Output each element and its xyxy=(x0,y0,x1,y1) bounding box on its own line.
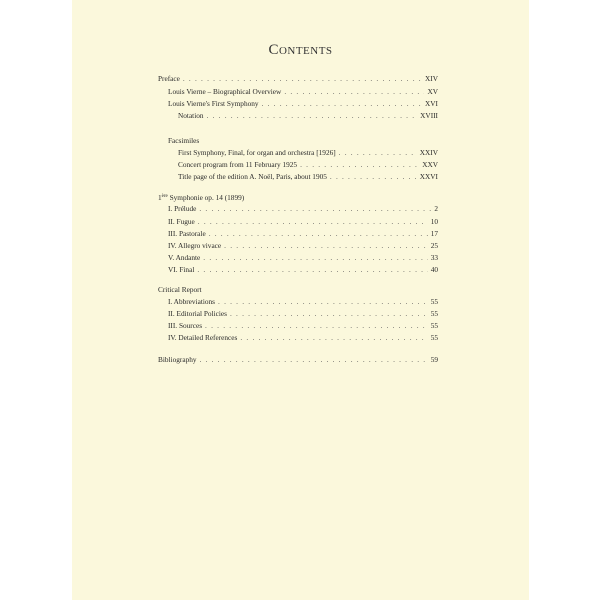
toc-entry xyxy=(72,320,529,331)
toc-label: Notation xyxy=(178,111,204,120)
dot-leader xyxy=(209,228,428,239)
toc-label: II. Editorial Policies xyxy=(168,309,227,318)
toc-page-number: 25 xyxy=(430,241,438,250)
page-title: Contents xyxy=(268,42,333,58)
toc-page-number: 33 xyxy=(430,253,438,262)
toc-entry xyxy=(72,98,529,109)
toc-page-number: XIV xyxy=(425,74,438,83)
book-page xyxy=(72,0,529,600)
toc-label: V. Andante xyxy=(168,253,201,262)
toc-entry xyxy=(72,296,529,307)
dot-leader xyxy=(224,240,428,251)
toc-entry xyxy=(72,332,529,343)
toc-label: IV. Allegro vivace xyxy=(168,241,222,250)
toc-section-heading xyxy=(72,284,529,295)
toc-entry xyxy=(72,308,529,319)
toc-page-number: 40 xyxy=(430,265,438,274)
toc-page-number: 55 xyxy=(430,333,438,342)
dot-leader xyxy=(199,203,431,214)
toc-page-number: XXV xyxy=(422,160,438,169)
toc-page-number: 55 xyxy=(430,309,438,318)
toc-label: First Symphony, Final, for organ and orchestra [1926] xyxy=(178,148,336,157)
toc-entry-preface xyxy=(72,73,529,84)
dot-leader xyxy=(218,296,428,307)
toc-entry xyxy=(72,252,529,263)
dot-leader xyxy=(183,73,422,84)
dot-leader xyxy=(197,264,427,275)
toc-label: IV. Detailed References xyxy=(168,333,238,342)
dot-leader xyxy=(200,354,428,365)
toc-heading-label: Facsimiles xyxy=(168,136,200,145)
toc-entry xyxy=(72,147,529,158)
toc-entry xyxy=(72,110,529,121)
toc-page-number: XVIII xyxy=(420,111,438,120)
toc-entry xyxy=(72,240,529,251)
dot-leader xyxy=(300,159,419,170)
toc-page-number: XXVI xyxy=(419,172,438,181)
dot-leader xyxy=(207,110,418,121)
toc-entry xyxy=(72,86,529,97)
toc-entry-bibliography xyxy=(72,354,529,365)
dot-leader xyxy=(230,308,428,319)
toc-entry xyxy=(72,171,529,182)
dot-leader xyxy=(203,252,427,263)
toc-page-number: 10 xyxy=(430,217,438,226)
toc-page-number: XVI xyxy=(425,99,438,108)
toc-page-number: 2 xyxy=(434,204,438,213)
dot-leader xyxy=(330,171,417,182)
dot-leader xyxy=(284,86,424,97)
toc-label: I. Prélude xyxy=(168,204,197,213)
toc-label: II. Fugue xyxy=(168,217,195,226)
dot-leader xyxy=(198,216,428,227)
toc-page-number: XV xyxy=(427,87,438,96)
toc-label: III. Sources xyxy=(168,321,203,330)
dot-leader xyxy=(205,320,428,331)
toc-label: I. Abbreviations xyxy=(168,297,216,306)
toc-section-heading xyxy=(72,191,529,202)
dot-leader xyxy=(240,332,427,343)
toc-page-number: 55 xyxy=(430,321,438,330)
toc-heading-label: 1ère Symphonie op. 14 (1899) xyxy=(158,193,245,202)
toc-entry xyxy=(72,216,529,227)
toc-label: III. Pastorale xyxy=(168,229,206,238)
toc-label: Louis Vierne – Biographical Overview xyxy=(168,87,282,96)
toc-label: Bibliography xyxy=(158,355,197,364)
dot-leader xyxy=(339,147,417,158)
toc-page-number: XXIV xyxy=(419,148,438,157)
toc-label: Concert program from 11 February 1925 xyxy=(178,160,298,169)
toc-page-number: 17 xyxy=(430,229,438,238)
toc-label: Title page of the edition A. Noël, Paris, about 1905 xyxy=(178,172,327,181)
toc-label: Preface xyxy=(158,74,180,83)
toc-label: VI. Final xyxy=(168,265,195,274)
dot-leader xyxy=(262,98,422,109)
toc-section-heading xyxy=(72,135,529,146)
toc-entry xyxy=(72,159,529,170)
toc-page-number: 55 xyxy=(430,297,438,306)
toc-label: Louis Vierne's First Symphony xyxy=(168,99,259,108)
toc-entry xyxy=(72,203,529,214)
toc-page-number: 59 xyxy=(430,355,438,364)
toc-entry xyxy=(72,264,529,275)
toc-heading-label: Critical Report xyxy=(158,285,202,294)
toc-entry xyxy=(72,228,529,239)
